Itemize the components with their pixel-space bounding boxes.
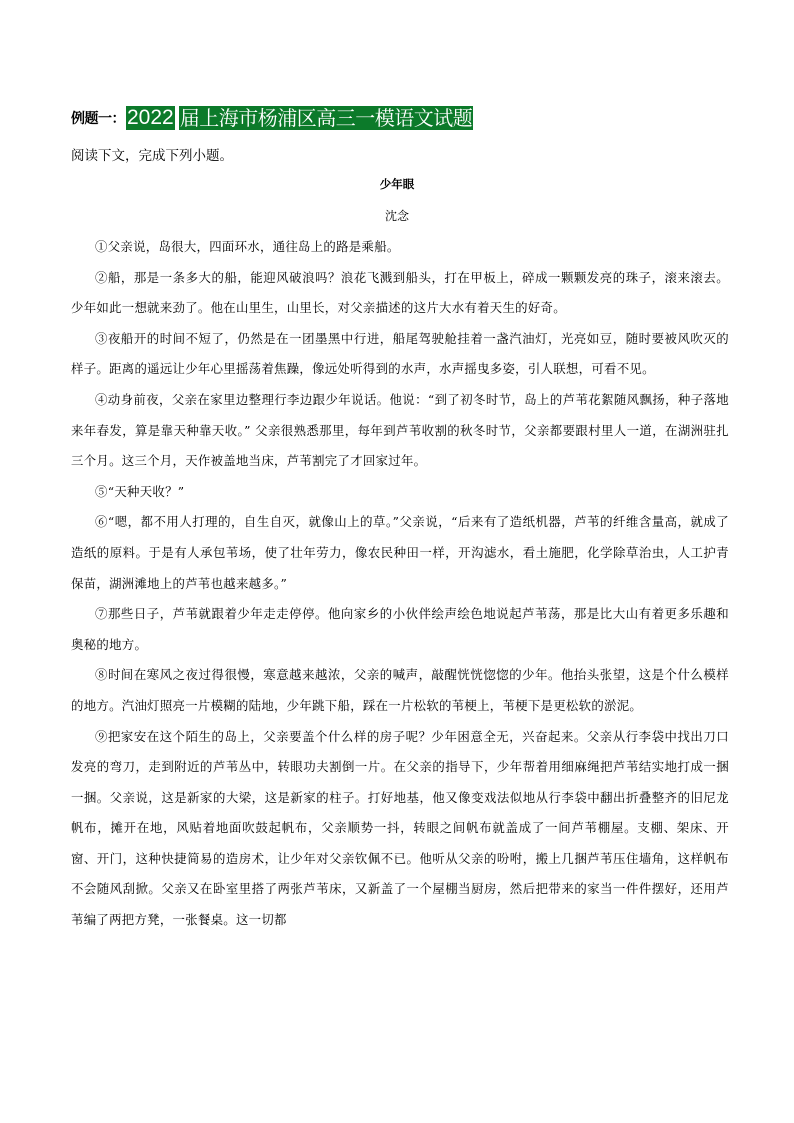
story-body (71, 232, 729, 936)
paragraph-1: ①父亲说，岛很大，四面环水，通往岛上的路是乘船。 (95, 239, 400, 254)
story-title: 少年眼 (379, 177, 415, 191)
paragraph-2: ②船，那是一条多大的船，能迎风破浪吗？浪花飞溅到船头，打在甲板上，碎成一颗颗发亮的珠子，滚来滚去。少年如此一想就来劲了。他在山里生，山里长，对父亲描述的这片大水有着天生的好奇。 (71, 269, 729, 316)
exam-year-highlight: 2022 (127, 106, 174, 129)
paragraph-4: ④动身前夜，父亲在家里边整理行李边跟少年说话。他说：“到了初冬时节，岛上的芦苇花絮随风飘扬，种子落地来年春发，算是靠天种靠天收。” 父亲很熟悉那里，每年到芦苇收割的秋冬时节，父亲都要跟村里人一道，在湖洲驻扎三个月。这三个月，天作被盖地当床，芦苇割完了才回家过年。 (71, 391, 729, 469)
paragraph-6: ⑥“嗯，都不用人打理的，自生自灭，就像山上的草。”父亲说，“后来有了造纸机器，芦苇的纤维含量高，就成了造纸的原料。于是有人承包苇场，使了壮年劳力，像农民种田一样，开沟滤水，看土施肥，化学除草治虫，人工护青保苗，湖洲滩地上的芦苇也越来越多。” (71, 514, 729, 591)
instruction-text: 阅读下文，完成下列小题。 (71, 148, 233, 164)
story-author: 沈念 (384, 209, 409, 223)
example-heading (71, 106, 473, 130)
paragraph-8: ⑧时间在寒风之夜过得很慢，寒意越来越浓，父亲的喊声，敲醒恍恍惚惚的少年。他抬头张望，这是个什么模样的地方。汽油灯照亮一片模糊的陆地，少年跳下船，踩在一片松软的苇梗上，苇梗下是更松软的淤泥。 (71, 667, 729, 713)
example-label: 例题一： (71, 111, 125, 127)
paragraph-5: ⑤“天种天收？” (95, 483, 185, 499)
paragraph-3: ③夜船开的时间不短了，仍然是在一团墨黑中行进，船尾驾驶舱挂着一盏汽油灯，光亮如豆，随时要被风吹灭的样子。距离的遥远让少年心里摇荡着焦躁，像远处听得到的水声，水声摇曳多姿，引人联想，可看不见。 (71, 330, 729, 377)
paragraph-7: ⑦那些日子，芦苇就跟着少年走走停停。他向家乡的小伙伴绘声绘色地说起芦苇荡，那是比大山有着更多乐趣和奥秘的地方。 (71, 606, 729, 652)
exam-title-highlight: 届上海市杨浦区高三一模语文试题 (179, 106, 473, 130)
paragraph-9: ⑨把家安在这个陌生的岛上，父亲要盖个什么样的房子呢？少年困意全无，兴奋起来。父亲从行李袋中找出刀口发亮的弯刀，走到附近的芦苇丛中，转眼功夫割倒一片。在父亲的指导下，少年帮着用细麻绳把芦苇结实地打成一捆一捆。父亲说，这是新家的大梁，这是新家的柱子。打好地基，他又像变戏法似地从行李袋中翻出折叠整齐的旧尼龙帆布，摊开在地，风贴着地面吹鼓起帆布，父亲顺势一抖，转眼之间帆布就盖成了一间芦苇棚屋。支棚、架床、开窗、开门，这种快捷简易的造房术，让少年对父亲钦佩不已。他听从父亲的吩咐，搬上几捆芦苇压住墙角，这样帆布不会随风刮掀。父亲又在卧室里搭了两张芦苇床，又新盖了一个屋棚当厨房，然后把带来的家当一件件摆好，还用芦苇编了两把方凳，一张餐桌。这一切都 (71, 728, 729, 928)
